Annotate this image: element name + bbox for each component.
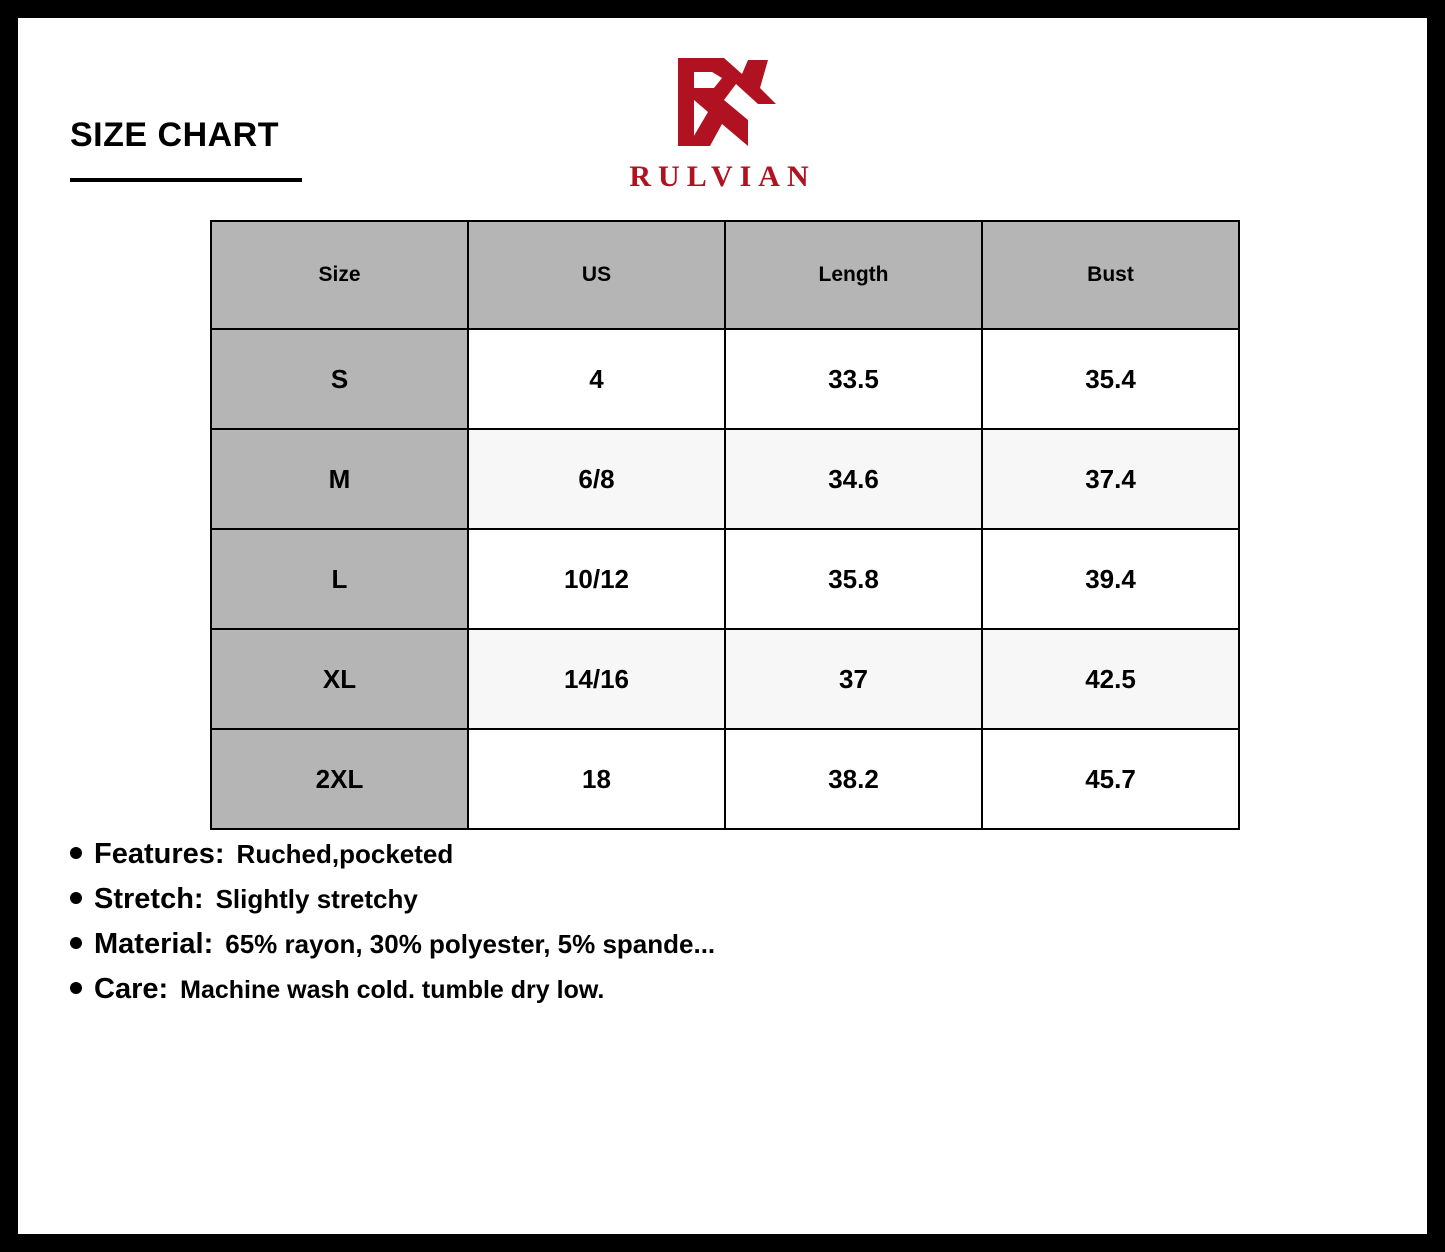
cell-us: 18 <box>468 729 725 829</box>
cell-size: L <box>211 529 468 629</box>
table-row <box>211 329 1239 429</box>
detail-value-material: 65% rayon, 30% polyester, 5% spande... <box>225 929 716 959</box>
bullet-icon <box>70 892 82 904</box>
page-inner <box>18 18 1427 1234</box>
bullet-icon <box>70 937 82 949</box>
size-table-body <box>211 329 1239 829</box>
table-row <box>211 629 1239 729</box>
table-row <box>211 729 1239 829</box>
list-item <box>70 973 1270 1006</box>
cell-size: S <box>211 329 468 429</box>
size-table-head <box>211 221 1239 329</box>
table-row <box>211 429 1239 529</box>
cell-length: 34.6 <box>725 429 982 529</box>
cell-length: 33.5 <box>725 329 982 429</box>
column-header-bust: Bust <box>982 221 1239 329</box>
list-item <box>70 838 1270 871</box>
list-item <box>70 883 1270 916</box>
list-item <box>70 928 1270 961</box>
brand-name: RULVIAN <box>629 160 816 193</box>
detail-label-features: Features: <box>94 838 225 870</box>
detail-label-stretch: Stretch: <box>94 883 204 915</box>
cell-us: 10/12 <box>468 529 725 629</box>
cell-bust: 35.4 <box>982 329 1239 429</box>
detail-value-stretch: Slightly stretchy <box>215 884 418 914</box>
cell-us: 14/16 <box>468 629 725 729</box>
table-row <box>211 529 1239 629</box>
detail-value-care: Machine wash cold. tumble dry low. <box>180 976 605 1004</box>
cell-length: 38.2 <box>725 729 982 829</box>
detail-label-care: Care: <box>94 973 169 1005</box>
column-header-us: US <box>468 221 725 329</box>
cell-us: 4 <box>468 329 725 429</box>
bullet-icon <box>70 982 82 994</box>
bullet-icon <box>70 847 82 859</box>
cell-us: 6/8 <box>468 429 725 529</box>
detail-value-features: Ruched,pocketed <box>236 839 454 869</box>
column-header-size: Size <box>211 221 468 329</box>
size-table-wrap <box>210 220 1240 830</box>
size-table <box>210 220 1240 830</box>
cell-bust: 45.7 <box>982 729 1239 829</box>
cell-length: 35.8 <box>725 529 982 629</box>
detail-label-material: Material: <box>94 928 214 960</box>
cell-size: XL <box>211 629 468 729</box>
cell-size: 2XL <box>211 729 468 829</box>
rulvian-r-logo-icon <box>664 54 782 150</box>
page-title: SIZE CHART <box>70 116 279 154</box>
brand-block <box>18 54 1427 194</box>
cell-length: 37 <box>725 629 982 729</box>
column-header-length: Length <box>725 221 982 329</box>
table-header-row <box>211 221 1239 329</box>
cell-bust: 39.4 <box>982 529 1239 629</box>
cell-bust: 37.4 <box>982 429 1239 529</box>
cell-size: M <box>211 429 468 529</box>
cell-bust: 42.5 <box>982 629 1239 729</box>
product-details-list <box>70 838 1270 1018</box>
